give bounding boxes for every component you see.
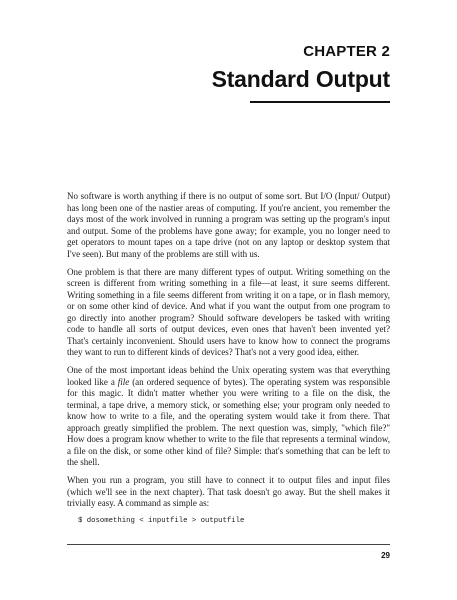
paragraph-3-start: One of the most important ideas behind the Unix operating system was that everything looked like a: [67, 365, 390, 387]
title-rule: [250, 101, 390, 103]
page-number: 29: [381, 551, 390, 560]
footer-rule: [67, 544, 390, 545]
chapter-title: Standard Output: [211, 66, 390, 92]
paragraph-3: [67, 365, 390, 469]
code-example: $ dosomething < inputfile > outputfile: [78, 517, 245, 525]
body-text: [67, 191, 390, 527]
chapter-label: CHAPTER 2: [303, 43, 390, 60]
paragraph-3-end: (an ordered sequence of bytes). The operating system was responsible for this magic. It didn't matter whether you were writing to a file on the disk, the terminal, a tape drive, a memory stick, or something else; your program only needed to know how to write to a file, and the operating system would take it from there. That approach greatly simplified the problem. The next question was, simply, "which file?" How does a program know whether to write to the file that represents a terminal window, a file on the disk, or some other kind of file? Simple: that's something that can be left to the shell.: [67, 376, 390, 467]
paragraph-4: When you run a program, you still have to connect it to output files and input files (which we'll see in the next chapter). That task doesn't go away. But the shell makes it trivially easy. A command as simple as:: [67, 475, 390, 508]
paragraph-2: One problem is that there are many different types of output. Writing something on the screen is different from writing something in a file—at least, it sure seems different. Writing something in a file seems different from writing it on a tape, or in flash memory, or on some other kind of device. And what if you want the output from one program to go directly into another program? Should software developers be tasked with writing code to handle all sorts of output devices, even ones that haven't been invented yet? That's certainly inconvenient. Should users have to know how to connect the programs they want to run to different kinds of devices? That's not a very good idea, either.: [67, 266, 390, 357]
emphasis-file: file: [117, 376, 130, 387]
paragraph-1: No software is worth anything if there is no output of some sort. But I/O (Input/ Output) has long been one of the nastier areas of computing. If you're ancient, you remember the days most of the work involved in running a program was setting up the program's input and output. Some of the problems have gone away; for example, you no longer need to get operators to mount tapes on a tape drive (not on any laptop or desktop system that I've seen). But many of the problems are still with us.: [67, 191, 390, 259]
